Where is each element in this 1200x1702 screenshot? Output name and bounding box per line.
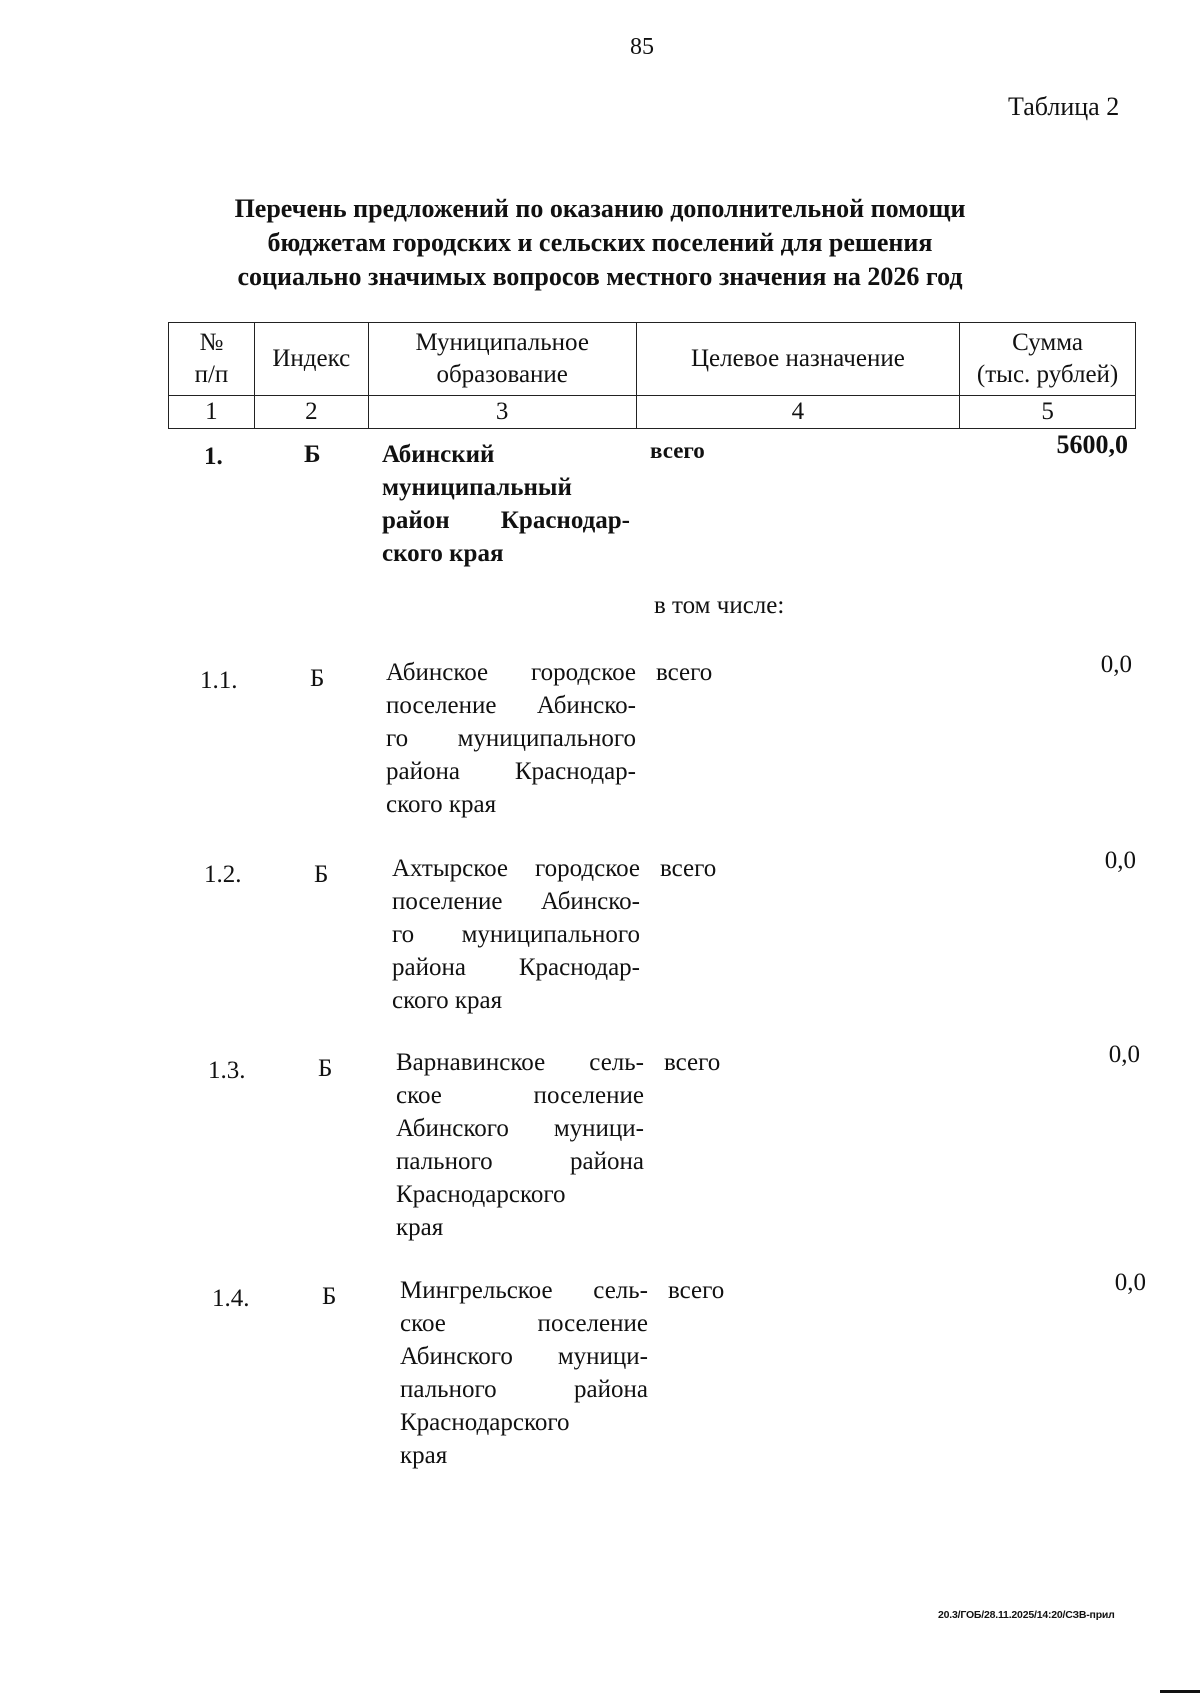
row-purpose: всего bbox=[664, 1049, 721, 1076]
column-number: 5 bbox=[960, 396, 1136, 429]
row-index: Б bbox=[318, 1055, 333, 1082]
header-municipality bbox=[368, 323, 636, 396]
row-number: 1. bbox=[204, 443, 223, 470]
header-municipality-line: Муниципальное bbox=[415, 329, 589, 356]
header-index: Индекс bbox=[254, 323, 368, 396]
header-sum-line: Сумма bbox=[1012, 329, 1083, 356]
column-number-row bbox=[169, 396, 1136, 429]
column-number: 3 bbox=[368, 396, 636, 429]
row-sum: 0,0 bbox=[1108, 1041, 1140, 1068]
header-num-line: № bbox=[199, 329, 224, 356]
header-num bbox=[169, 323, 255, 396]
row-sum: 0,0 bbox=[1100, 651, 1132, 678]
row-number: 1.4. bbox=[212, 1285, 250, 1312]
column-number: 1 bbox=[169, 396, 255, 429]
row-index: Б bbox=[304, 441, 321, 468]
row-sum: 0,0 bbox=[1114, 1269, 1146, 1296]
including-label: в том числе: bbox=[654, 592, 785, 619]
row-purpose: всего bbox=[656, 659, 713, 686]
header-municipality-line: образование bbox=[436, 361, 568, 388]
row-purpose: всего bbox=[650, 438, 705, 463]
header-num-line: п/п bbox=[194, 361, 229, 388]
title-line: бюджетам городских и сельских поселений для решения bbox=[267, 228, 933, 257]
header-sum bbox=[960, 323, 1136, 396]
row-number: 1.3. bbox=[208, 1057, 246, 1084]
row-purpose: всего bbox=[660, 855, 717, 882]
column-number: 4 bbox=[636, 396, 960, 429]
row-sum: 5600,0 bbox=[1056, 430, 1128, 459]
column-number: 2 bbox=[254, 396, 368, 429]
row-municipality: Ахтырское городское поселение Абинско- го муниципального района Краснодар- ского края bbox=[392, 855, 640, 1014]
row-number: 1.2. bbox=[204, 861, 242, 888]
title-line: социально значимых вопросов местного значения на 2026 год bbox=[237, 262, 963, 291]
page-number: 85 bbox=[630, 34, 654, 60]
header-purpose: Целевое назначение bbox=[636, 323, 960, 396]
row-index: Б bbox=[314, 861, 329, 888]
document-code: 20.3/ГОБ/28.11.2025/14:20/СЗВ-прил bbox=[938, 1609, 1115, 1621]
row-purpose: всего bbox=[668, 1277, 725, 1304]
row-number: 1.1. bbox=[200, 667, 238, 694]
row-index: Б bbox=[310, 665, 325, 692]
row-municipality: Абинское городское поселение Абинско- го муниципального района Краснодар- ского края bbox=[386, 659, 636, 818]
header-sum-line: (тыс. рублей) bbox=[976, 361, 1119, 388]
document-title bbox=[180, 192, 1020, 294]
row-municipality: Варнавинское сель- ское поселение Абинского муници- пального района Краснодарского края bbox=[396, 1049, 644, 1241]
row-sum: 0,0 bbox=[1104, 847, 1136, 874]
header-row bbox=[169, 323, 1136, 396]
row-municipality: Мингрельское сель- ское поселение Абинского муници- пального района Краснодарского края bbox=[400, 1277, 648, 1469]
table-label: Таблица 2 bbox=[1008, 92, 1120, 121]
table-header bbox=[168, 322, 1136, 429]
title-line: Перечень предложений по оказанию дополнительной помощи bbox=[234, 194, 966, 223]
row-index: Б bbox=[322, 1283, 337, 1310]
scan-edge-mark bbox=[1160, 1690, 1200, 1693]
row-municipality: Абинский муниципальный район Краснодар- ского края bbox=[382, 441, 630, 567]
